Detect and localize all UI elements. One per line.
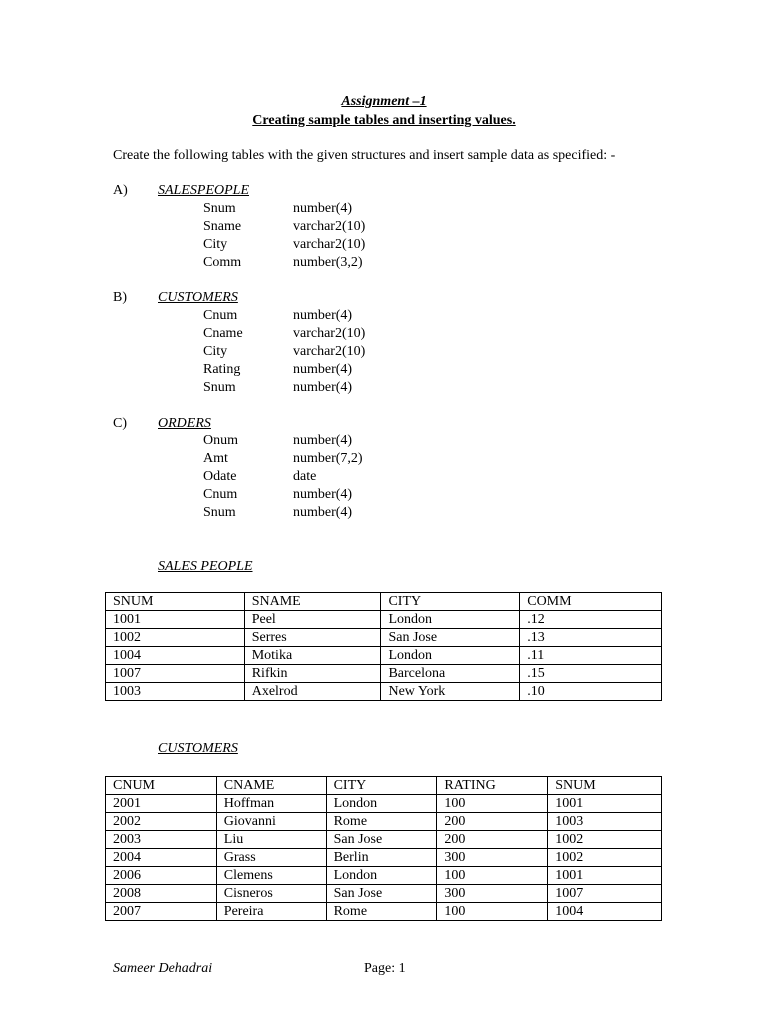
intro-text: Create the following tables with the given structures and insert sample data as specified: - bbox=[113, 148, 616, 163]
table-cell: 1003 bbox=[548, 813, 662, 831]
field-name: City bbox=[203, 344, 228, 359]
table-cell: 300 bbox=[437, 849, 548, 867]
table-row bbox=[106, 867, 662, 885]
section-b-letter: B) bbox=[113, 290, 127, 305]
table-cell: 1002 bbox=[548, 831, 662, 849]
table-header-cell: CITY bbox=[381, 593, 520, 611]
customers-table-caption: CUSTOMERS bbox=[158, 741, 238, 756]
table-cell: 200 bbox=[437, 813, 548, 831]
table-cell: London bbox=[381, 611, 520, 629]
table-cell: 100 bbox=[437, 903, 548, 921]
table-row bbox=[106, 795, 662, 813]
field-type: number(4) bbox=[293, 433, 353, 448]
table-cell: Rome bbox=[326, 813, 437, 831]
table-cell: Rifkin bbox=[244, 665, 381, 683]
field-type: number(4) bbox=[293, 201, 353, 216]
field-name: Comm bbox=[203, 255, 242, 270]
field-type: number(4) bbox=[293, 308, 353, 323]
table-cell: Rome bbox=[326, 903, 437, 921]
table-cell: 300 bbox=[437, 885, 548, 903]
table-cell: 1002 bbox=[106, 629, 245, 647]
table-cell: 1001 bbox=[548, 795, 662, 813]
table-header-cell: SNAME bbox=[244, 593, 381, 611]
table-cell: Barcelona bbox=[381, 665, 520, 683]
table-row bbox=[106, 683, 662, 701]
table-cell: .13 bbox=[520, 629, 662, 647]
table-cell: San Jose bbox=[381, 629, 520, 647]
table-row bbox=[106, 885, 662, 903]
table-cell: 1001 bbox=[548, 867, 662, 885]
section-a-letter: A) bbox=[113, 183, 128, 198]
table-cell: .12 bbox=[520, 611, 662, 629]
table-cell: Liu bbox=[216, 831, 326, 849]
table-header-row bbox=[106, 777, 662, 795]
table-cell: London bbox=[326, 795, 437, 813]
table-row bbox=[106, 813, 662, 831]
field-name: Snum bbox=[203, 505, 236, 520]
table-cell: 1004 bbox=[106, 647, 245, 665]
table-cell: 100 bbox=[437, 795, 548, 813]
table-cell: 1007 bbox=[106, 665, 245, 683]
field-name: Rating bbox=[203, 362, 241, 377]
field-type: date bbox=[293, 469, 317, 484]
customers-table bbox=[105, 776, 662, 921]
field-name: Cnum bbox=[203, 487, 238, 502]
table-header-cell: SNUM bbox=[106, 593, 245, 611]
salespeople-table bbox=[105, 592, 662, 701]
table-row bbox=[106, 629, 662, 647]
field-name: Sname bbox=[203, 219, 242, 234]
page-number: Page: 1 bbox=[364, 961, 406, 976]
table-row bbox=[106, 849, 662, 867]
table-cell: Berlin bbox=[326, 849, 437, 867]
table-cell: Clemens bbox=[216, 867, 326, 885]
section-c-letter: C) bbox=[113, 416, 127, 431]
table-header-cell: RATING bbox=[437, 777, 548, 795]
field-name: Cname bbox=[203, 326, 243, 341]
table-cell: 1007 bbox=[548, 885, 662, 903]
table-cell: 2008 bbox=[106, 885, 217, 903]
table-cell: Cisneros bbox=[216, 885, 326, 903]
table-cell: 100 bbox=[437, 867, 548, 885]
field-type: varchar2(10) bbox=[293, 326, 366, 341]
table-row bbox=[106, 831, 662, 849]
table-cell: San Jose bbox=[326, 831, 437, 849]
section-b-name: CUSTOMERS bbox=[158, 290, 238, 305]
field-name: Amt bbox=[203, 451, 228, 466]
table-cell: San Jose bbox=[326, 885, 437, 903]
field-type: number(4) bbox=[293, 487, 353, 502]
field-type: varchar2(10) bbox=[293, 219, 366, 234]
table-header-cell: CITY bbox=[326, 777, 437, 795]
table-cell: Axelrod bbox=[244, 683, 381, 701]
field-type: number(3,2) bbox=[293, 255, 363, 270]
field-name: Snum bbox=[203, 201, 236, 216]
table-cell: Serres bbox=[244, 629, 381, 647]
field-name: Cnum bbox=[203, 308, 238, 323]
table-cell: London bbox=[326, 867, 437, 885]
table-cell: 2003 bbox=[106, 831, 217, 849]
table-cell: 1004 bbox=[548, 903, 662, 921]
table-cell: Grass bbox=[216, 849, 326, 867]
field-type: number(4) bbox=[293, 362, 353, 377]
table-cell: 2004 bbox=[106, 849, 217, 867]
table-cell: 2002 bbox=[106, 813, 217, 831]
table-cell: 2001 bbox=[106, 795, 217, 813]
table-cell: London bbox=[381, 647, 520, 665]
field-type: number(4) bbox=[293, 505, 353, 520]
table-cell: 1001 bbox=[106, 611, 245, 629]
page-title: Creating sample tables and inserting values. bbox=[252, 113, 516, 128]
table-row bbox=[106, 647, 662, 665]
table-row bbox=[106, 903, 662, 921]
table-header-cell: COMM bbox=[520, 593, 662, 611]
field-name: City bbox=[203, 237, 228, 252]
field-name: Onum bbox=[203, 433, 238, 448]
table-header-cell: SNUM bbox=[548, 777, 662, 795]
table-cell: .11 bbox=[520, 647, 662, 665]
table-header-cell: CNUM bbox=[106, 777, 217, 795]
table-cell: .15 bbox=[520, 665, 662, 683]
assignment-heading: Assignment –1 bbox=[341, 94, 427, 109]
table-cell: 2006 bbox=[106, 867, 217, 885]
table-cell: Giovanni bbox=[216, 813, 326, 831]
table-cell: 2007 bbox=[106, 903, 217, 921]
footer-author: Sameer Dehadrai bbox=[113, 961, 213, 976]
table-header-cell: CNAME bbox=[216, 777, 326, 795]
field-name: Odate bbox=[203, 469, 237, 484]
salespeople-table-caption: SALES PEOPLE bbox=[158, 559, 253, 574]
field-type: number(7,2) bbox=[293, 451, 363, 466]
table-cell: New York bbox=[381, 683, 520, 701]
table-cell: .10 bbox=[520, 683, 662, 701]
table-cell: 1003 bbox=[106, 683, 245, 701]
table-cell: Peel bbox=[244, 611, 381, 629]
field-type: varchar2(10) bbox=[293, 237, 366, 252]
table-cell: 200 bbox=[437, 831, 548, 849]
table-row bbox=[106, 611, 662, 629]
table-cell: Hoffman bbox=[216, 795, 326, 813]
field-type: number(4) bbox=[293, 380, 353, 395]
table-cell: 1002 bbox=[548, 849, 662, 867]
table-cell: Motika bbox=[244, 647, 381, 665]
section-a-name: SALESPEOPLE bbox=[158, 183, 249, 198]
field-name: Snum bbox=[203, 380, 236, 395]
table-header-row bbox=[106, 593, 662, 611]
field-type: varchar2(10) bbox=[293, 344, 366, 359]
section-c-name: ORDERS bbox=[158, 416, 211, 431]
table-row bbox=[106, 665, 662, 683]
table-cell: Pereira bbox=[216, 903, 326, 921]
